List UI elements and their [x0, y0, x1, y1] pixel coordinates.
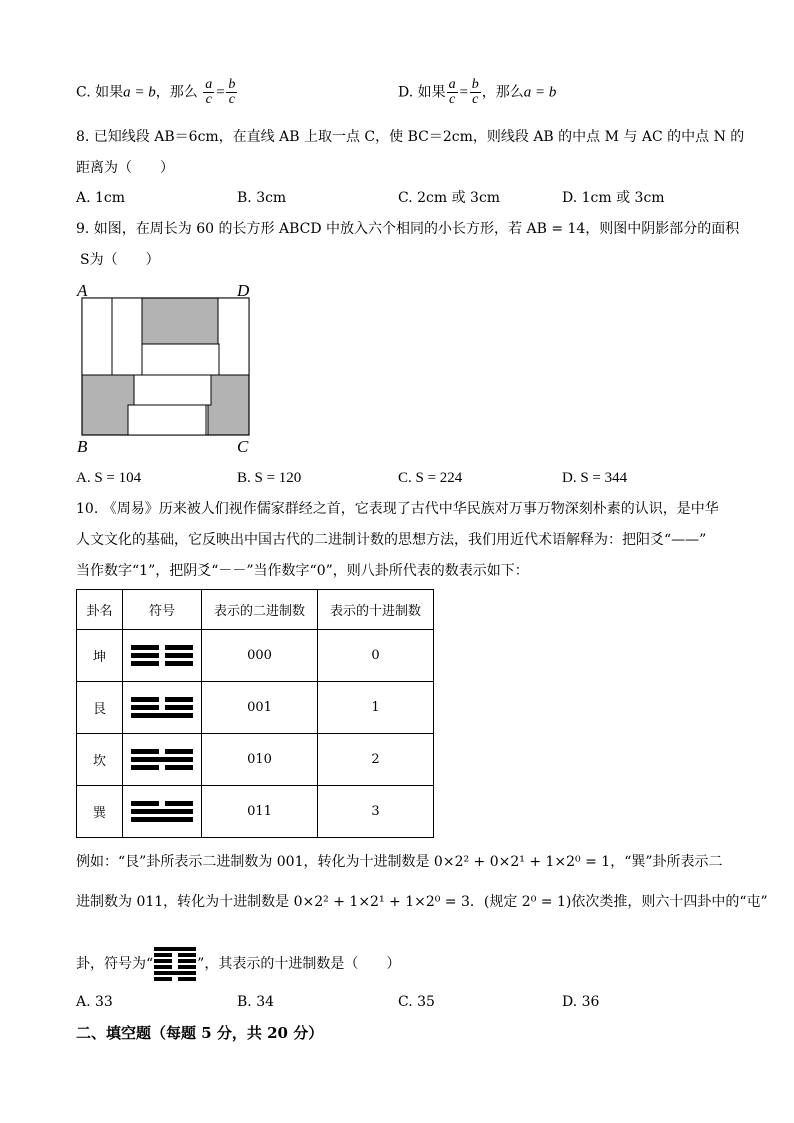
small-rect-v3 [218, 298, 249, 375]
trigram-name: 巽 [77, 786, 123, 838]
trigram-decimal: 0 [318, 630, 434, 682]
q10-stem-line1: 10. 《周易》历来被人们视作儒家群经之首，它表现了古代中华民族对万事万物深刻朴素的认识，是中华 [76, 501, 719, 517]
label-d: D [237, 281, 250, 300]
tun-hexagram-icon [153, 945, 197, 983]
small-rect-h3 [128, 405, 206, 435]
header-binary: 表示的二进制数 [202, 590, 318, 630]
q9-option-a[interactable]: A. S = 104 [76, 470, 142, 486]
fraction-b-over-c: $\frac{b}{c}$ [471, 77, 479, 107]
q8-option-c[interactable]: C. 2cm 或 3cm [398, 190, 501, 206]
q9-option-b[interactable]: B. S = 120 [237, 470, 302, 486]
q10-example-line3: 卦，符号为“ ”，其表示的十进制数是（ ） [76, 945, 400, 983]
q10-option-c[interactable]: C. 35 [398, 994, 435, 1010]
trigram-binary: 000 [202, 630, 318, 682]
table-row [77, 682, 434, 734]
q8-option-b[interactable]: B. 3cm [237, 190, 287, 206]
q8-stem-line2: 距离为（ ） [76, 160, 174, 176]
table-row [77, 630, 434, 682]
table-row [77, 786, 434, 838]
fraction-a-over-c: $\frac{a}{c}$ [205, 77, 213, 107]
q8-option-d[interactable]: D. 1cm 或 3cm [562, 190, 665, 206]
q10-example-line2: 进制数为 011，转化为十进制数是 0×2² + 1×2¹ + 1×2⁰ = 3．(规定 2⁰ = 1)依次类推，则六十四卦中的“屯” [76, 894, 768, 910]
table-row [77, 734, 434, 786]
trigram-name: 坎 [77, 734, 123, 786]
q10-option-b[interactable]: B. 34 [237, 994, 275, 1010]
trigram-binary: 001 [202, 682, 318, 734]
q9-option-c[interactable]: C. S = 224 [398, 470, 463, 486]
q10-stem-line2: 人文文化的基础，它反映出中国古代的二进制计数的思想方法，我们用近代术语解释为：把阳爻“——” [76, 532, 707, 548]
q7-option-c[interactable]: C. 如果a = b，那么 $\frac{a}{c}$ = $\frac{b}{c}$ [76, 77, 236, 107]
trigram-binary: 011 [202, 786, 318, 838]
header-symbol: 符号 [123, 590, 202, 630]
label-b: B [77, 437, 88, 456]
trigram-symbol-icon [123, 786, 202, 838]
trigram-decimal: 1 [318, 682, 434, 734]
shaded-region-bottom-left [82, 375, 134, 435]
section-title-fill-in: 二、填空题（每题 5 分，共 20 分） [76, 1024, 324, 1042]
trigram-symbol-icon [123, 630, 202, 682]
q8-option-a[interactable]: A. 1cm [76, 190, 126, 206]
label-c: C [237, 437, 249, 456]
q9-option-d[interactable]: D. S = 344 [562, 470, 628, 486]
table-header-row [77, 590, 434, 630]
q10-stem-line3: 当作数字“1”，把阴爻“－－”当作数字“0”，则八卦所代表的数表示如下： [76, 563, 529, 579]
small-rect-h2 [134, 375, 211, 405]
fraction-b-over-c: $\frac{b}{c}$ [228, 77, 236, 107]
fraction-a-over-c: $\frac{a}{c}$ [448, 77, 456, 107]
header-decimal: 表示的十进制数 [318, 590, 434, 630]
q10-option-a[interactable]: A. 33 [76, 994, 113, 1010]
trigram-symbol-icon [123, 734, 202, 786]
small-rect-v1 [82, 298, 112, 375]
trigram-table [76, 589, 434, 838]
trigram-name: 坤 [77, 630, 123, 682]
small-rect-h1 [142, 344, 219, 375]
trigram-binary: 010 [202, 734, 318, 786]
shaded-region-bottom-right [208, 375, 249, 435]
header-name: 卦名 [77, 590, 123, 630]
q10-option-d[interactable]: D. 36 [562, 994, 600, 1010]
q8-stem-line1: 8. 已知线段 AB＝6cm，在直线 AB 上取一点 C，使 BC＝2cm，则线段 AB 的中点 M 与 AC 的中点 N 的 [76, 129, 745, 145]
trigram-name: 艮 [77, 682, 123, 734]
rectangle-figure [74, 280, 264, 458]
q9-stem-line2: S为（ ） [80, 252, 160, 268]
trigram-symbol-icon [123, 682, 202, 734]
trigram-decimal: 3 [318, 786, 434, 838]
q9-stem-line1: 9. 如图，在周长为 60 的长方形 ABCD 中放入六个相同的小长方形，若 AB = 14，则图中阴影部分的面积 [76, 221, 740, 237]
shaded-region-top [142, 298, 218, 344]
q7-option-d[interactable]: D. 如果 $\frac{a}{c}$ = $\frac{b}{c}$ ，那么a = b [398, 77, 557, 107]
q10-example-line1: 例如：“艮”卦所表示二进制数为 001，转化为十进制数是 0×2² + 0×2¹ + 1×2⁰ = 1，“巽”卦所表示二 [76, 854, 723, 870]
trigram-decimal: 2 [318, 734, 434, 786]
label-a: A [77, 281, 88, 300]
small-rect-v2 [112, 298, 142, 375]
